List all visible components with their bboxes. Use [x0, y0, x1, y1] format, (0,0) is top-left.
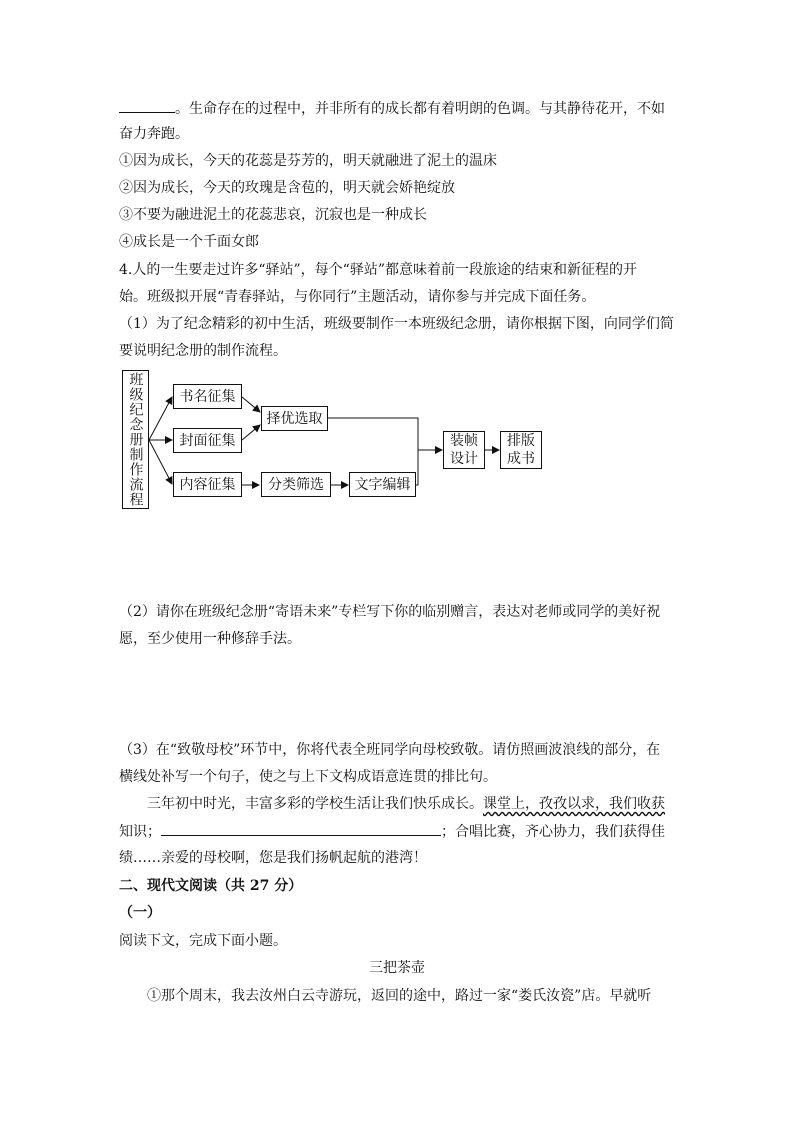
option-3: ③不要为融进泥土的花蕊悲哀，沉寂也是一种成长 [119, 207, 427, 223]
node-layout-label: 排版成书 [507, 433, 535, 467]
question-4-3-line1: （3）在“致敬母校”环节中，你将代表全班同学向母校致敬。请仿照画波浪线的部分，在 [119, 742, 661, 758]
node-cover: 封面征集 [173, 428, 242, 453]
text: 三年初中时光，丰富多彩的学校生活让我们快乐成长。 [147, 796, 483, 812]
question-4-3-line2: 横线处补写一个句子，使之与上下文构成语意连贯的排比句。 [119, 769, 497, 785]
node-edit: 文字编辑 [349, 472, 416, 497]
question-4-line1: 4.人的一生要走过许多“驿站”，每个“驿站”都意味着前一段旅途的结束和新征程的开 [119, 262, 637, 278]
section-heading: 二、现代文阅读（共 27 分） [119, 878, 303, 894]
article-paragraph-1: ①那个周末，我去汝州白云寺游玩，返回的途中，路过一家“娄氏汝瓷”店。早就听 [147, 988, 652, 1004]
flowchart-connectors [0, 0, 794, 530]
question-4-1-line2: 要说明纪念册的制作流程。 [119, 343, 287, 359]
answer-blank[interactable] [161, 821, 441, 836]
node-layout [500, 431, 542, 469]
question-4-2-line1: （2）请你在班级纪念册“寄语未来”专栏写下你的临别赠言，表达对老师或同学的美好祝 [119, 604, 661, 620]
question-4-line2: 始。班级拟开展“青春驿站，与你同行”主题活动，请你参与并完成下面任务。 [119, 289, 596, 305]
node-book-name: 书名征集 [173, 384, 242, 409]
part-heading: （一） [119, 905, 161, 921]
option-1: ①因为成长，今天的花蕊是芬芳的，明天就融进了泥土的温床 [119, 153, 497, 169]
question-4-1-line1: （1）为了纪念精彩的初中生活，班级要制作一本班级纪念册，请你根据下图，向同学们简 [119, 316, 674, 332]
text: 。生命存在的过程中，并非所有的成长都有着明朗的色调。与其静待花开，不如 [175, 101, 665, 117]
arrow [242, 425, 260, 440]
flowchart-root: 班级纪念册制作流程 [122, 370, 149, 509]
arrow [149, 397, 172, 440]
arrow [242, 397, 260, 412]
article-title: 三把茶壶 [369, 960, 425, 976]
node-classify: 分类筛选 [261, 472, 331, 497]
passage-line1 [147, 794, 665, 814]
option-4: ④成长是一个千面女郎 [119, 234, 259, 250]
question-4-2-line2: 愿，至少使用一种修辞手法。 [119, 631, 301, 647]
instruction: 阅读下文，完成下面小题。 [119, 933, 287, 949]
node-bind [443, 431, 485, 469]
passage-line3: 绩……亲爱的母校啊，您是我们扬帆起航的港湾！ [119, 850, 427, 866]
wavy-underlined-text: 课堂上，孜孜以求，我们收获 [483, 796, 665, 812]
text: 知识； [119, 824, 161, 840]
text-line: 奋力奔跑。 [119, 126, 189, 142]
arrow [149, 440, 172, 484]
text: ；合唱比赛，齐心协力，我们获得佳 [441, 824, 665, 840]
node-select: 择优选取 [261, 406, 328, 431]
node-bind-label: 装帧设计 [450, 433, 478, 467]
option-2: ②因为成长，今天的玫瑰是含苞的，明天就会娇艳绽放 [119, 180, 455, 196]
passage-line2 [119, 821, 665, 842]
node-content: 内容征集 [173, 472, 242, 497]
